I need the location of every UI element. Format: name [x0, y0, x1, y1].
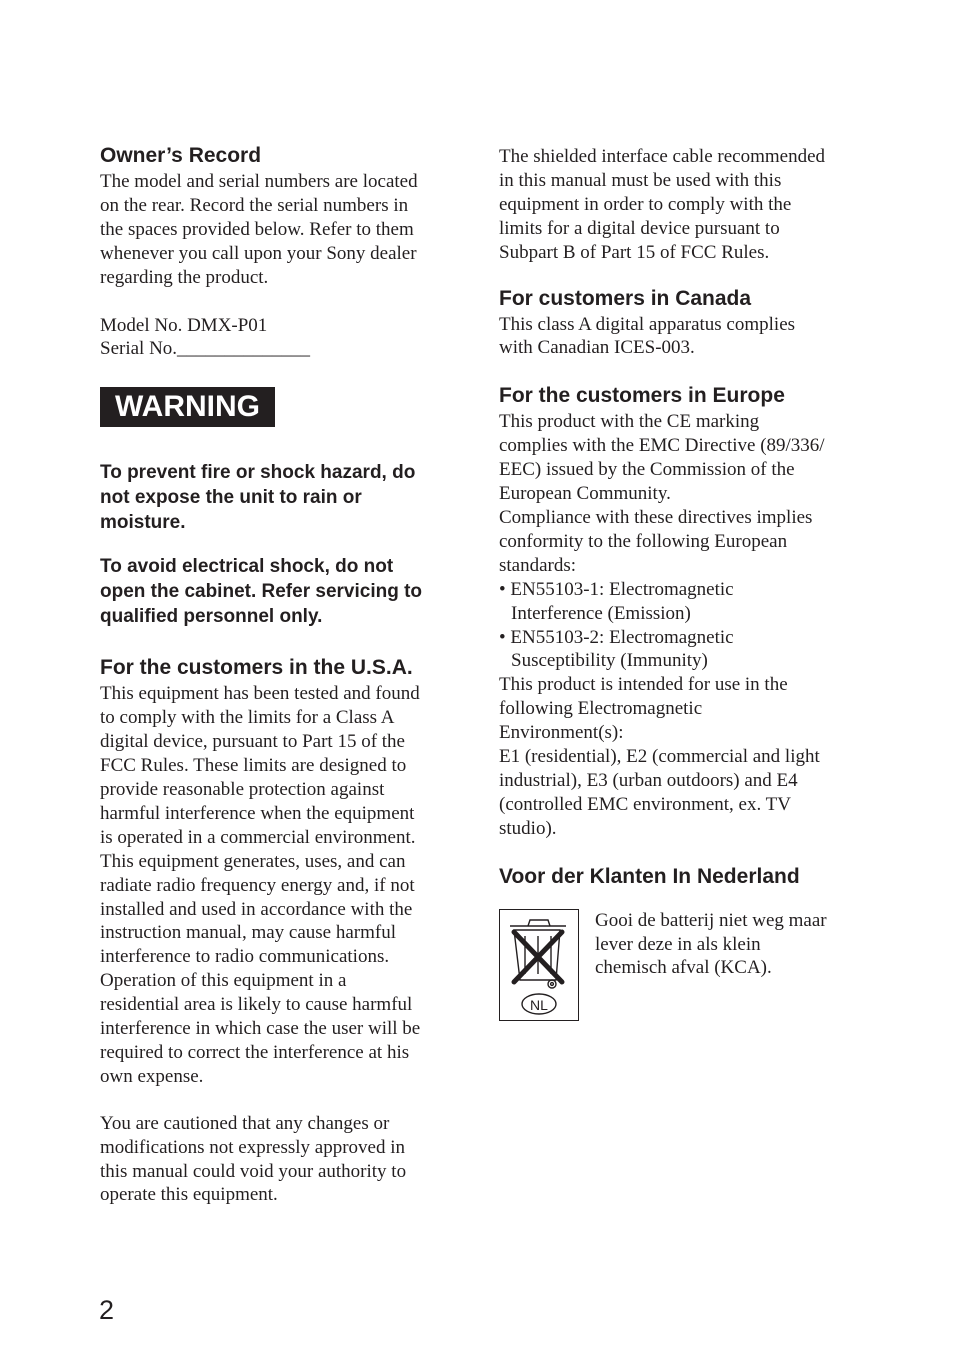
nl-text: Gooi de batterij niet weg maar lever deze in als klein chemisch afval (KCA).	[595, 909, 827, 979]
warning-label: WARNING	[100, 387, 275, 427]
europe-text: This product with the CE marking complies with the EMC Directive (89/336/ EEC) issued by the Commission of the European Community. Compliance with these directives implies conformity to the following European standards:	[499, 411, 825, 576]
europe-heading: For the customers in Europe	[499, 384, 785, 408]
crossed-out-bin-icon	[499, 909, 579, 1021]
usa-text: This equipment has been tested and found to comply with the limits for a Class A digital device, pursuant to Part 15 of the FCC Rules. These limits are designed to provide reasonable protection against harmful interference when the equipment is operated in a commercial environment. This equipment generates, uses, and can radiate radio frequency energy and, if not installed and used in accordance with the instruction manual, may cause harmful interference to radio communications. Operation of this equipment in a residential area is likely to cause harmful interference in which case the user will be required to correct the interference at his own expense.	[100, 683, 421, 1087]
cable-text: The shielded interface cable recommended in this manual must be used with this equipment in order to comply with the limits for a digital device pursuant to Subpart B of Part 15 of FCC Rules.	[499, 146, 825, 263]
nl-heading: Voor der Klanten In Nederland	[499, 864, 800, 888]
warning-electrical-shock: To avoid electrical shock, do not open the cabinet. Refer servicing to qualified personnel only.	[100, 556, 423, 628]
warning-fire-hazard: To prevent fire or shock hazard, do not expose the unit to rain or moisture.	[100, 462, 416, 534]
warning-banner	[100, 387, 450, 427]
canada-text: This class A digital apparatus complies with Canadian ICES-003.	[499, 313, 796, 359]
right-column	[499, 142, 859, 1021]
left-column	[100, 142, 450, 1207]
standard-emission: • EN55103-1: Electromagnetic Interference (Emission)	[499, 578, 734, 624]
caution-text: You are cautioned that any changes or modifications not expressly approved in this manual could void your authority to operate this equipment.	[100, 1112, 407, 1206]
model-number: Model No. DMX-P01	[100, 314, 268, 336]
usa-heading: For the customers in the U.S.A.	[100, 656, 413, 680]
owners-record-heading: Owner’s Record	[100, 144, 262, 167]
canada-heading: For customers in Canada	[499, 286, 752, 310]
nl-badge: NL	[530, 996, 548, 1013]
standard-immunity: • EN55103-2: Electromagnetic Susceptibility (Immunity)	[499, 626, 734, 672]
kca-notice	[499, 909, 859, 1021]
page-number: 2	[99, 1295, 115, 1325]
owners-record-text: The model and serial numbers are located on the rear. Record the serial numbers in the spaces provided below. Refer to them whenever you call upon your Sony dealer regarding the product.	[100, 171, 418, 288]
serial-number: Serial No.______________	[100, 338, 311, 360]
environment-text: This product is intended for use in the following Electromagnetic Environment(s): E1 (residential), E2 (commercial and light industrial), E3 (urban outdoors) and E4 (controlled EMC environment, ex. TV studio).	[499, 674, 820, 839]
